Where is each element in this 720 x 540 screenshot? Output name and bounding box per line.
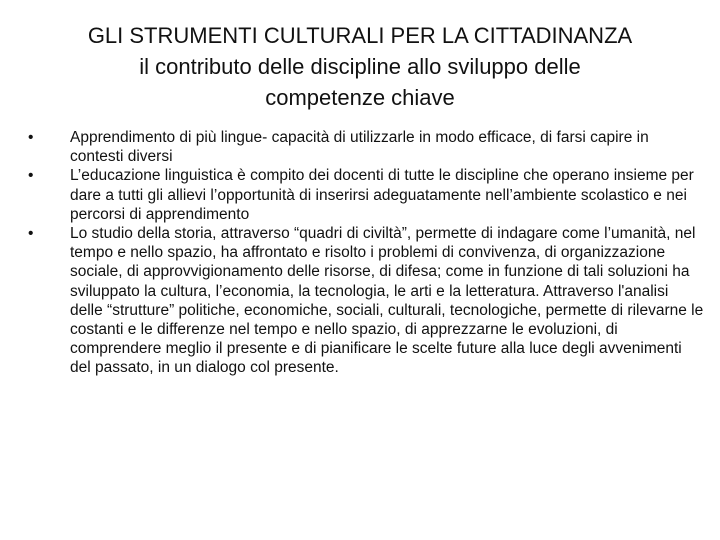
title-line-3: competenze chiave [265,85,455,110]
title-line-2: il contributo delle discipline allo sviluppo delle [139,54,581,79]
bullet-item-languages [28,128,704,166]
bullet-text: Lo studio della storia, attraverso “quadri di civiltà”, permette di indagare come l’umanità, nel tempo e nello spazio, ha affrontato e risolto i problemi di convivenza, di organizzazione sociale, di approvvigionamento delle risorse, di difesa; come in funzione di tali soluzioni ha sviluppato la cultura, l’economia, la tecnologia, le arti e la letteratura. Attraverso l'analisi delle “strutture” politiche, economiche, sociali, culturali, tecnologiche, permette di rilevarne le costanti e le differenze nel tempo e nello spazio, di apprezzarne le evoluzioni, di comprendere meglio il presente e di pianificare le scelte future alla luce degli avvenimenti del passato, in un dialogo col presente. [70,225,704,377]
bullet-icon: • [28,167,34,185]
bullet-item-history [28,224,704,378]
bullet-icon: • [28,225,34,243]
bullet-item-linguistic-education [28,166,704,224]
bullet-icon: • [28,129,34,146]
bullet-list [28,128,704,378]
bullet-text: Apprendimento di più lingue- capacità di utilizzarle in modo efficace, di farsi capire in contesti diversi [70,129,649,166]
slide-title [40,20,680,113]
bullet-text: L’educazione linguistica è compito dei docenti di tutte le discipline che operano insieme per dare a tutti gli allievi l’opportunità di inserirsi adeguatamente nell’ambiente scolastico e nei percorsi di apprendimento [70,167,694,223]
title-line-1: GLI STRUMENTI CULTURALI PER LA CITTADINANZA [87,23,633,48]
